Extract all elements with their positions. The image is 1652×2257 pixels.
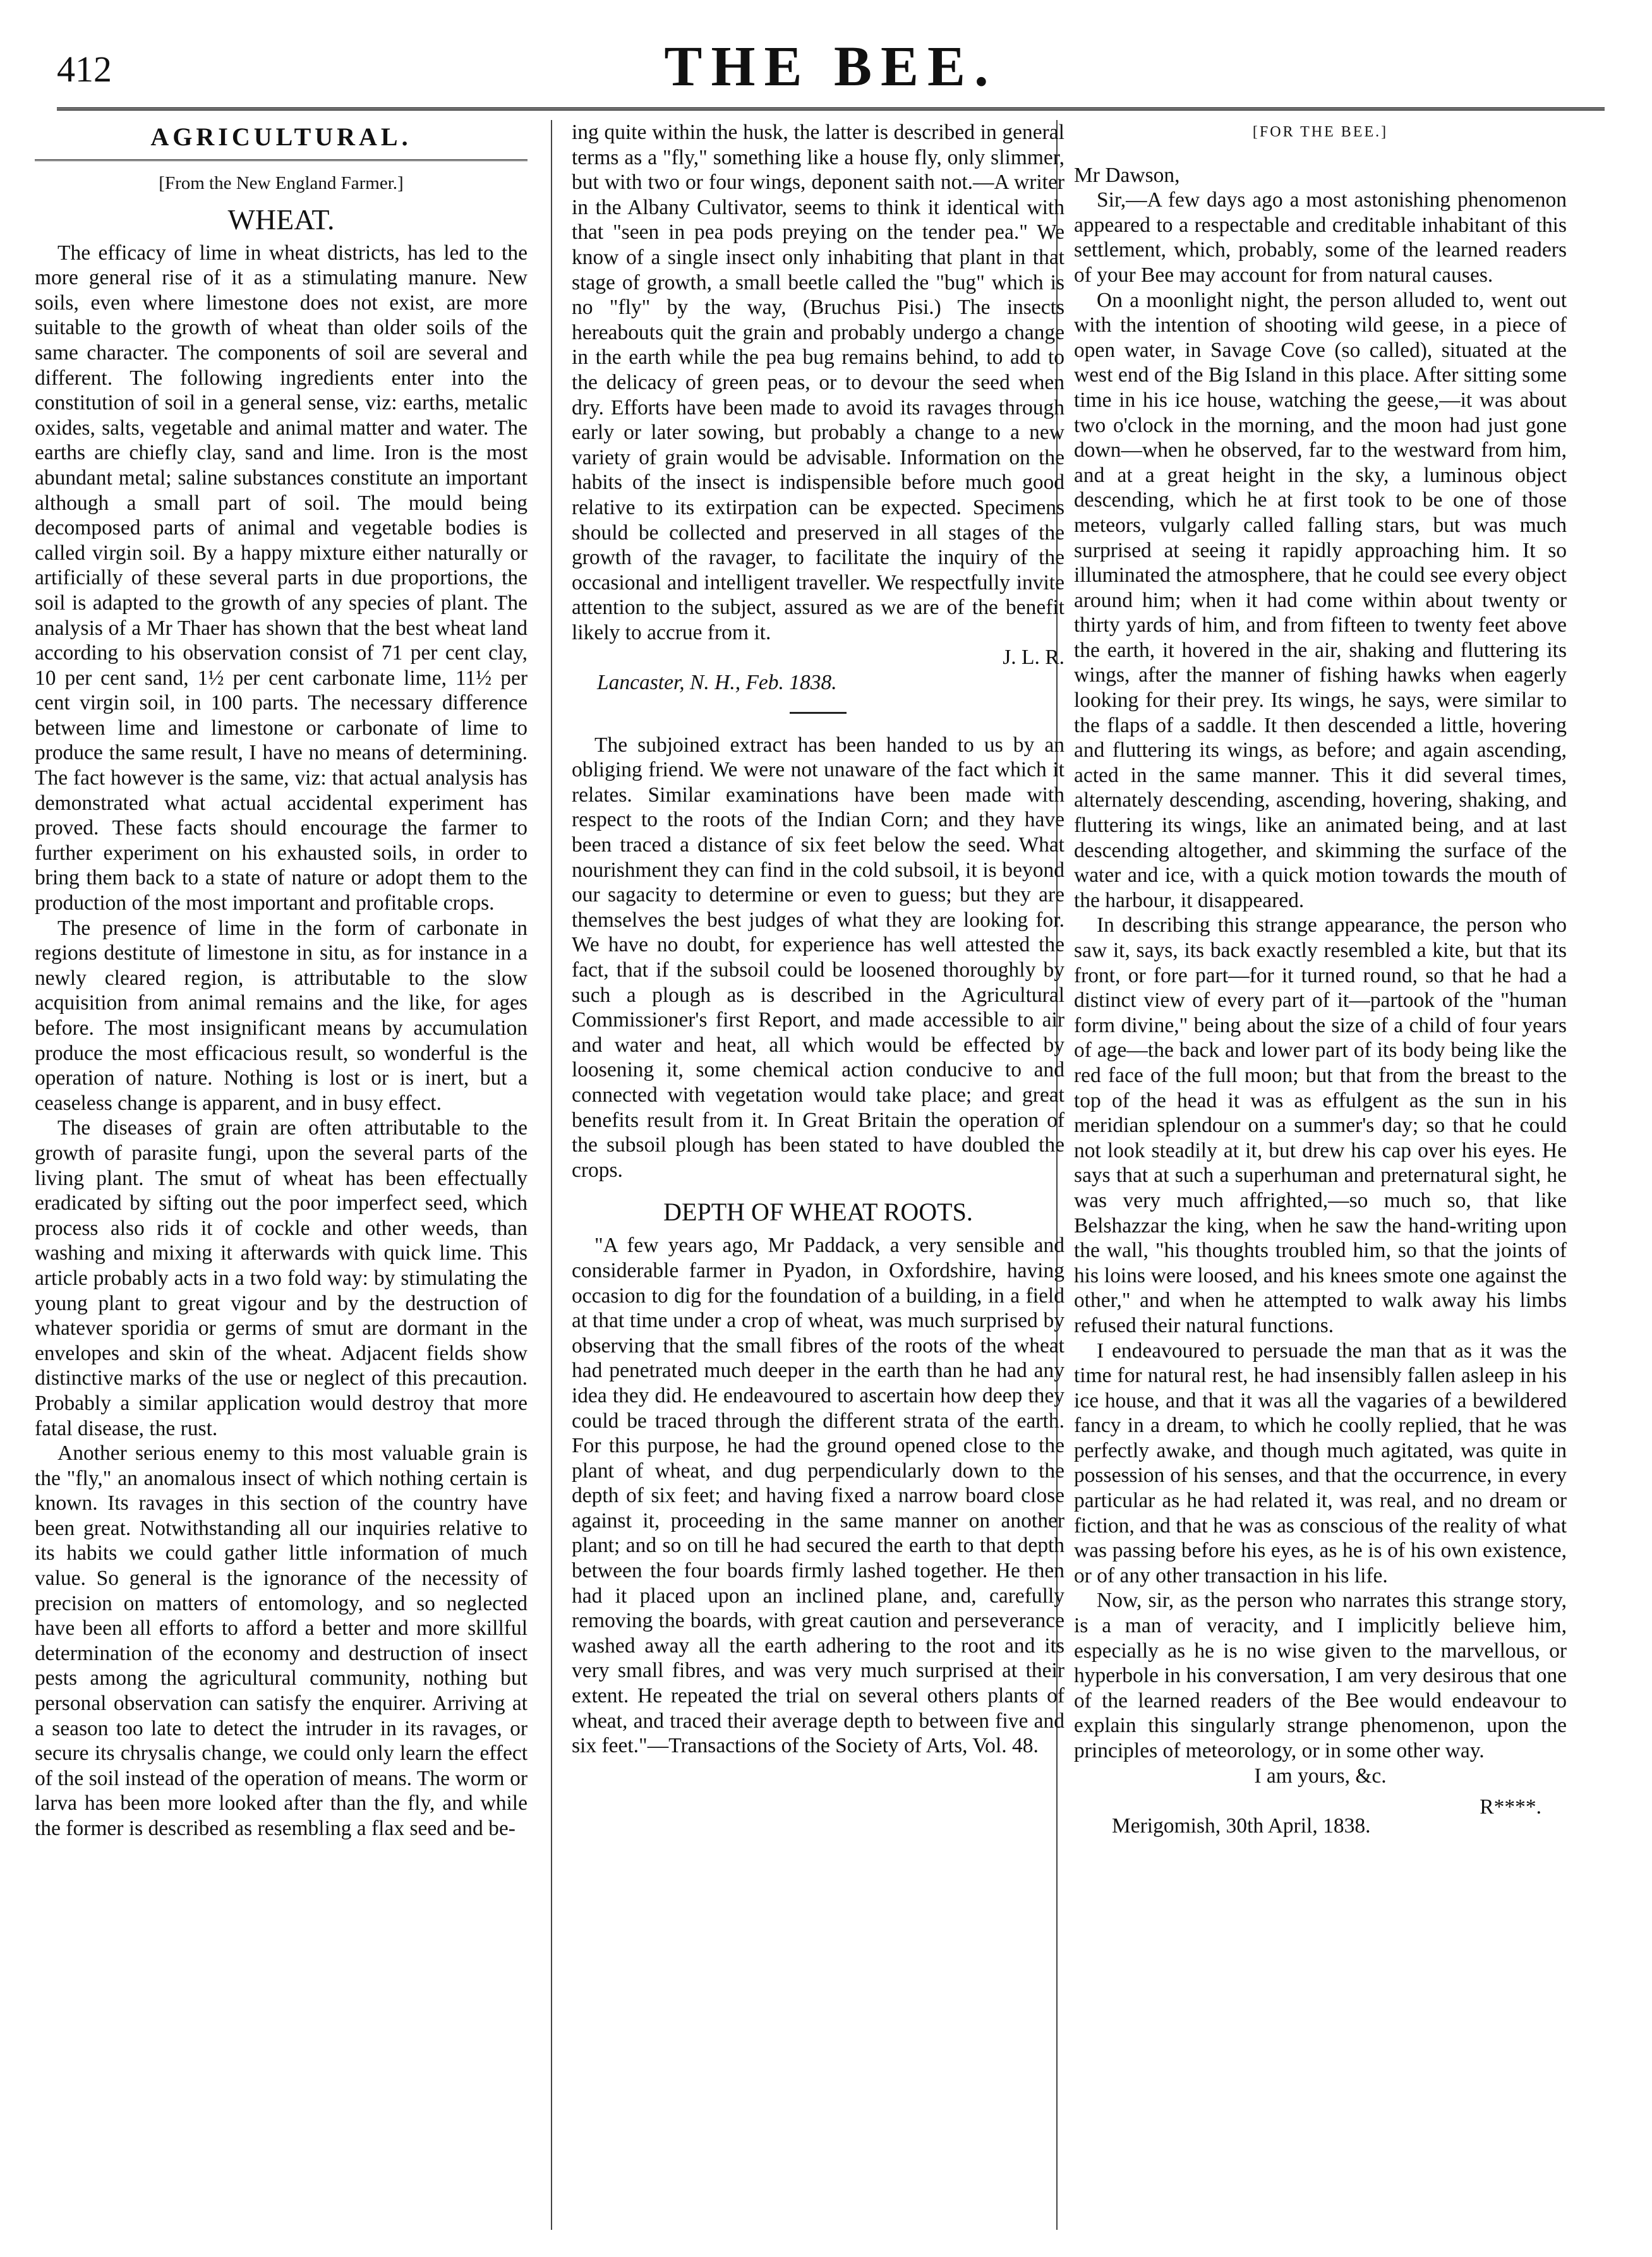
letter-dateline: Merigomish, 30th April, 1838. [1112,1814,1371,1838]
letter-footer [1074,1795,1567,1838]
article-paragraph: The efficacy of lime in wheat districts, has led to the more general rise of it as a stimulating manure. New soils, even where limestone does not exist, are more suitable to the growth of wheat than older soils of the same character. The components of soil are several and different. The following ingredients enter into the constitution of soil in a general sense, viz: earths, metalic oxides, salts, vegetable and animal matter and water. The earths are chiefly clay, sand and lime. Iron is the most abundant metal; saline substances constitute an important although a small part of soil. The mould being decomposed parts of animal and vegetable bodies is called virgin soil. By a happy mixture either naturally or artificially of these several parts in due proportions, the soil is adapted to the growth of any species of plant. The analysis of a Mr Thaer has shown that the best wheat land according to his observation consist of 71 per cent clay, 10 per cent sand, 1½ per cent carbonate lime, 11½ per cent virgin soil, in 100 parts. The necessary difference between lime and limestone or carbonate of lime to produce the same result, I have no means of determining. The fact however is the same, viz: that actual analysis has demonstrated what actual accidental experiment has proved. These facts should encourage the farmer to further experiment on his exhausted soils, in order to bring them back to a state of nature or adopt them to the production of the most important and profitable crops. [35,241,528,915]
page-number: 412 [57,49,112,90]
column-2 [572,120,1064,2224]
article-place-date: Lancaster, N. H., Feb. 1838. [597,671,837,695]
article-title: WHEAT. [227,203,335,236]
column-divider [551,120,552,2230]
letter-paragraph: I endeavoured to persuade the man that as it was the time for natural rest, he had insensibly fallen asleep in his ice house, and that it was all the vagaries of a bewildered fancy in a dream, to which he coolly replied, that he was perfectly awake, and though much agitated, was quite in possession of his senses, and that the occurrence, in every particular as he had related it, was real, and no dream or fiction, and that he was as conscious of the reality of what was passing before his eyes, as he is of his own existence, or of any other transaction in his life. [1074,1339,1567,1587]
column-1 [35,120,528,2224]
article-source: [From the New England Farmer.] [159,173,404,193]
letter-paragraph: Now, sir, as the person who narrates this strange story, is a man of veracity, and I implicitly believe him, especially as he is no wise given to the marvellous, or hyperbole in his conversation, I am very desirous that one of the learned readers of the Bee would endeavour to explain this singularly strange phenomenon, upon the principles of meteorology, or in some other way. [1074,1589,1567,1762]
letter-paragraph: Sir,—A few days ago a most astonishing phenomenon appeared to a respectable and creditable inhabitant of this settlement, which, probably, some of the learned readers of your Bee may account for from natural causes. [1074,188,1567,287]
article-paragraph: The diseases of grain are often attributable to the growth of parasite fungi, upon the several parts of the living plant. The smut of wheat has been effectually eradicated by sifting out the poor imperfect seed, which process also rids it of cockle and other weeds, than washing and mixing it afterwards with quick lime. This article probably acts in a two fold way: by stimulating the young plant to great vigour and by the destruction of whatever sporidia or germs of smut are dormant in the envelopes and skin of the wheat. Adjacent fields show distinctive marks of the use or neglect of this precaution. Probably a similar application would destroy that more fatal disease, the rust. [35,1116,528,1440]
column-3 [1074,120,1567,2224]
letter-paragraph: On a moonlight night, the person alluded to, went out with the intention of shooting wild geese, in a piece of open water, in Savage Cove (so called), situated at the west end of the Big Island in this place. After sitting some time in his ice house, watching the geese,—it was about two o'clock in the morning, and the moon had just gone down—when he observed, far to the westward from him, and at a great height in the sky, a luminous object descending, which he at first took to be one of those meteors, vulgarly called falling stars, but was much surprised at seeing it rapidly approaching him. It so illuminated the atmosphere, that he could see every object around him; when it had come within about twenty or thirty yards of him, and from fifteen to twenty feet above the earth, it hovered in the air, shaking and fluttering its wings, after the manner of fishing hawks when eagerly looking for their prey. Its wings, he says, were similar to the flaps of a saddle. It then descended a little, hovering and fluttering its wings, as before; and again ascending, acted in the same manner. This it did several times, alternately descending, ascending, hovering, shaking, and fluttering its wings, like an animated being, and at last descending altogether, and skimming the surface of the water and ice, with a quick motion towards the mouth of the harbour, it disappeared. [1074,288,1567,912]
masthead-title: THE BEE. [664,35,998,98]
running-head [57,25,1605,111]
article-title: DEPTH OF WHEAT ROOTS. [663,1198,973,1227]
letter-salutation: Mr Dawson, [1074,163,1180,187]
letter-paragraph: In describing this strange appearance, the person who saw it, says, its back exactly resembled a kite, but that its front, or fore part—for it turned round, so that he had a distinct view of every part of it—partook of the "human form divine," being about the size of a child of four years of age—the back and lower part of its body being like the red face of the full moon; but that from the breast to the top of the head it was as effulgent as the sun in his meridian splendour on a summer's day; so that he could not look steadily at it, but drew his cap over his eyes. He says that at such a superhuman and preternatural sight, he was very much affrighted,—so much so, that like Belshazzar the king, when he saw the hand-writing upon the wall, "his thoughts troubled him, so that the joints of his loins were loosed, and his knees smote one against the other," and when he attempted to walk away his limbs refused their natural functions. [1074,913,1567,1337]
section-rule [790,712,847,714]
article-paragraph: "A few years ago, Mr Paddack, a very sensible and considerable farmer in Pyadon, in Oxfordshire, having occasion to dig for the foundation of a building, in a field at that time under a crop of wheat, was much surprised by observing that the small fibres of the roots of the wheat had penetrated much deeper in the earth than he had any idea they did. He endeavoured to ascertain how deep they could be traced through the different strata of the earth. For this purpose, he had the ground opened close to the plant of wheat, and dug perpendicularly down to the depth of six feet; and having fixed a narrow board close against it, proceeding in the same manner on another plant; and so on till he had secured the earth to that depth between the four boards firmly lashed together. He then had it placed upon an inclined plane, and, carefully removing the boards, with great caution and perseverance washed away all the earth adhering to the root and its very small fibres, and was very much surprised at their extent. He repeated the trial on several others plants of wheat, and traced their average depth to between five and six feet."—Transactions of the Society of Arts, Vol. 48. [572,1234,1064,1758]
article-source: [FOR THE BEE.] [1252,124,1389,140]
article-paragraph: Another serious enemy to this most valuable grain is the "fly," an anomalous insect of which nothing certain is known. Its ravages in this section of the country have been great. Notwithstanding all our inquiries relative to its habits we could gather little information of much value. So general is the ignorance of the necessity of precision on matters of entomology, and so neglected have been all efforts to afford a better and more skillful determination of the economy and destruction of insect pests among the agricultural community, nothing but personal observation can satisfy the enquirer. Arriving at a season too late to detect the intruder in its ravages, or secure its chrysalis change, we could only learn the effect of the soil instead of the operation of means. The worm or larva has been more looked after than the fly, and while the former is described as resembling a flax seed and be- [35,1441,528,1840]
letter-closing: I am yours, &c. [1254,1764,1387,1788]
article-paragraph: The presence of lime in the form of carbonate in regions destitute of limestone in situ, as for instance in a newly cleared region, is attributable to the slow acquisition from animal remains and the like, for ages before. The most insignificant means by accumulation produce the most efficacious result, so wonderful is the operation of nature. Nothing is lost or is inert, but a ceaseless change is apparent, and in busy effect. [35,916,528,1115]
article-signature: J. L. R. [1003,646,1064,670]
department-heading: AGRICULTURAL. [35,120,528,161]
article-paragraph-continued: ing quite within the husk, the latter is described in general terms as a "fly," something like a house fly, only slimmer, but with two or four wings, deponent saith not.—A writer in the Albany Cultivator, seems to think it identical with that "seen in pea pods preying on the tender pea." We know of a single insect only inhabiting that plant in that stage of growth, a small beetle called the "bug" which is no "fly" by the way, (Bruchus Pisi.) The insects hereabouts quit the grain and probably undergo a change in the earth while the pea bug remains behind, to add to the delicacy of green peas, or to devour the seed when dry. Efforts have been made to avoid its ravages through early or later sowing, but probably a change to a new variety of grain would be advisable. Information on the habits of the insect is indispensible before much good relative to its extirpation can be expected. Specimens should be collected and preserved in all stages of the growth of the ravager, to facilitate the inquiry of the occasional and intelligent traveller. We respectfully invite attention to the subject, assured as we are of the benefit likely to accrue from it. [572,121,1064,644]
letter-signature: R****. [1480,1795,1541,1819]
extract-intro-paragraph: The subjoined extract has been handed to us by an obliging friend. We were not unaware of the fact which it relates. Similar examinations have been made with respect to the roots of the Indian Corn; and they have been traced a distance of six feet below the seed. What nourishment they can find in the cold subsoil, it is beyond our sagacity to determine or even to guess; but they are themselves the best judges of what they are looking for. We have no doubt, for experience has well attested the fact, that if the subsoil could be loosened thoroughly by such a plough as is described in the Agricultural Commissioner's first Report, and made accessible to air and water and heat, all which would be effected by loosening it, some chemical action conducive to and connected with vegetation would take place; and great benefits result from it. In Great Britain the operation of the subsoil plough has been stated to have doubled the crops. [572,733,1064,1182]
